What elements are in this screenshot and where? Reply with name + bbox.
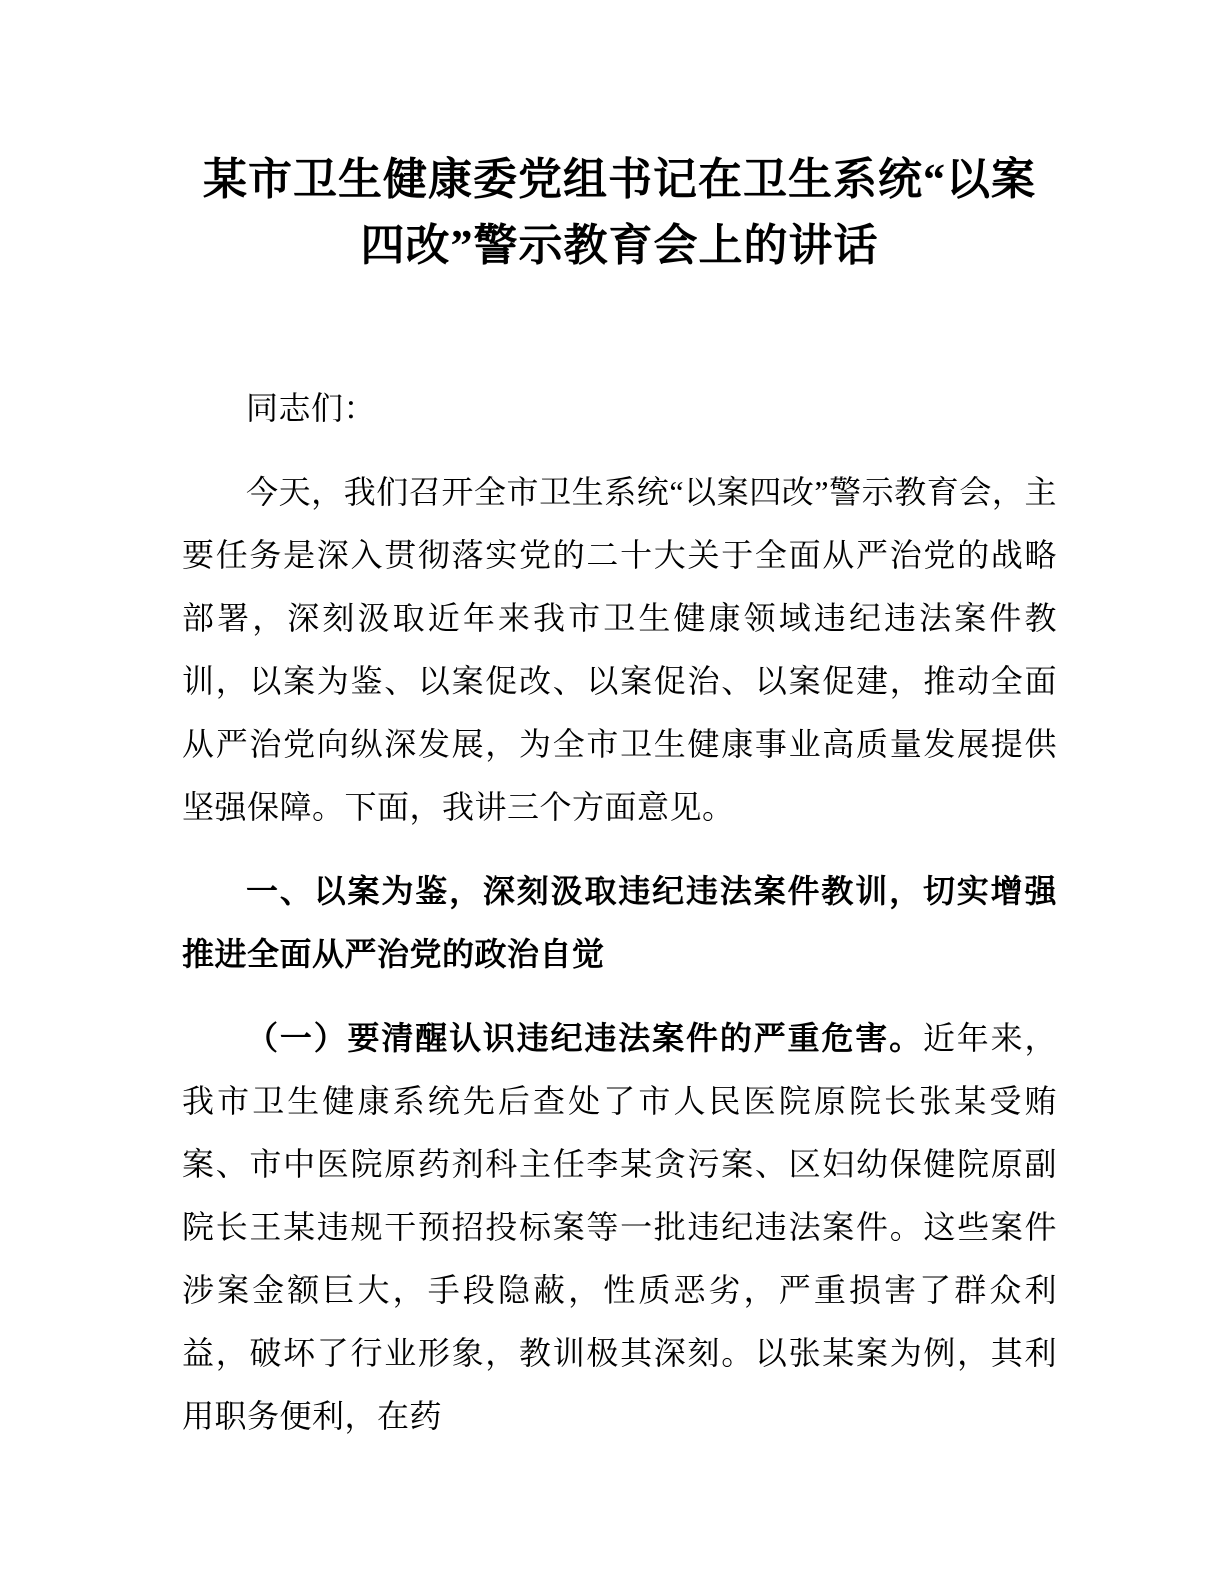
section-1-1-body-text: 近年来，我市卫生健康系统先后查处了市人民医院原院长张某受贿案、市中医院原药剂科主任李某贪污案、区妇幼保健院原副院长王某违规干预招投标案等一批违纪违法案件。这些案件涉案金额巨大，手段隐蔽，性质恶劣，严重损害了群众利益，破坏了行业形象，教训极其深刻。以张某案为例，其利用职务便利，在药 [182,1020,1057,1434]
document-title: 某市卫生健康委党组书记在卫生系统“以案四改”警示教育会上的讲话 [203,155,1036,270]
intro-paragraph: 今天，我们召开全市卫生系统“以案四改”警示教育会，主要任务是深入贯彻落实党的二十大关于全面从严治党的战略部署，深刻汲取近年来我市卫生健康领域违纪违法案件教训，以案为鉴、以案促改、以案促治、以案促建，推动全面从严治党向纵深发展，为全市卫生健康事业高质量发展提供坚强保障。下面，我讲三个方面意见。 [182,474,1057,825]
section-1-1-lead-sentence: （一）要清醒认识违纪违法案件的严重危害。 [246,1020,923,1056]
section-1-1-paragraph [182,1007,1057,1448]
section-1-heading: 一、以案为鉴，深刻汲取违纪违法案件教训，切实增强推进全面从严治党的政治自觉 [182,873,1057,972]
salutation: 同志们： [246,390,377,426]
